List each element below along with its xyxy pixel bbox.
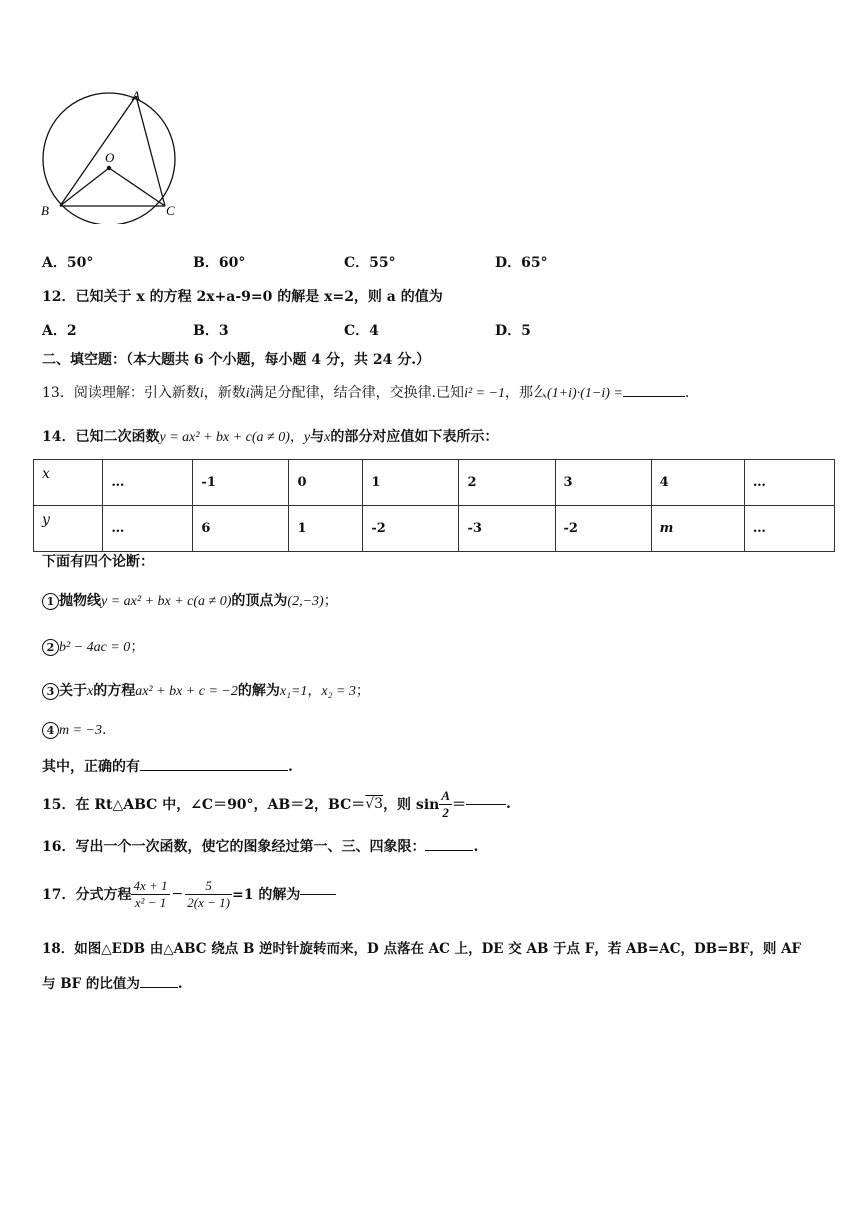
judgment-3 (42, 680, 370, 700)
q12-option-d: D．5 (495, 323, 531, 339)
q15-end: . (506, 796, 511, 812)
q17-frac1-den: x² − 1 (134, 894, 167, 910)
q17-fraction-1 (131, 878, 169, 911)
circle-figure (36, 84, 196, 224)
judgment-1-end: ； (323, 593, 338, 609)
table-cell: 6 (193, 506, 289, 552)
label-b: B (41, 203, 49, 218)
q15-frac-den: 2 (442, 804, 449, 820)
q13-i2: i (245, 386, 250, 401)
judgments-heading: 下面有四个论断： (42, 554, 154, 570)
q17 (42, 871, 336, 917)
judgment-2-end: ； (130, 639, 145, 655)
q14-stem (42, 426, 498, 446)
q14-conclusion-text: 其中，正确的有 (42, 759, 140, 775)
q15-answer-blank[interactable] (466, 804, 506, 805)
section-heading: 二、填空题：（本大题共 6 个小题，每小题 4 分，共 24 分.） (42, 352, 431, 368)
table-cell: -2 (363, 506, 459, 552)
table-cell: … (744, 506, 834, 552)
judgment-2 (42, 636, 144, 656)
q17-minus: − (171, 886, 184, 902)
q17-text2: =1 的解为 (231, 887, 301, 903)
judgment-3-number: 3 (42, 683, 59, 700)
label-o: O (105, 150, 115, 165)
table-cell: -1 (193, 460, 289, 506)
q16 (42, 836, 478, 856)
judgment-4-number: 4 (42, 722, 59, 739)
table-cell: 0 (289, 460, 363, 506)
q13-text2: 满足分配律，结合律，交换律.已知 (249, 385, 465, 401)
q11-option-b: B．60° (193, 255, 246, 271)
table-cell: 1 (289, 506, 363, 552)
judgment-2-number: 2 (42, 639, 59, 656)
q14-answer-blank[interactable] (140, 770, 288, 771)
table-cell: 2 (459, 460, 555, 506)
q14-y: y (303, 430, 311, 445)
q14-text4: 的部分对应值如下表所示： (330, 429, 499, 445)
q15 (42, 784, 511, 824)
table-cell: 1 (363, 460, 459, 506)
q14-prefix: 14．已知二次函数 (42, 429, 160, 445)
q17-frac2-den: 2(x − 1) (187, 894, 230, 910)
table-cell: … (103, 506, 193, 552)
table-cell: 3 (555, 460, 651, 506)
judgment-2-formula: b² − 4ac = 0 (59, 640, 131, 655)
table-cell: x (34, 460, 103, 506)
q18-line2-end: . (177, 976, 183, 992)
q17-prefix: 17．分式方程 (42, 887, 132, 903)
judgment-3-sep: ， (307, 683, 322, 699)
q16-answer-blank[interactable] (425, 850, 473, 851)
q15-text2: ，则 sin (383, 797, 440, 813)
table-cell: -2 (555, 506, 651, 552)
q14-x: x (324, 430, 331, 445)
q13-end: . (684, 385, 690, 401)
q15-frac-num: A (441, 787, 450, 803)
table-cell: -3 (459, 506, 555, 552)
q12-text: 12．已知关于 x 的方程 2x+a-9=0 的解是 x=2，则 a 的值为 (42, 289, 443, 305)
judgment-3-text1: 关于 (59, 683, 87, 699)
q18-line2-prefix: 与 BF 的比值为 (42, 976, 140, 992)
q14-formula: y = ax² + bx + c(a ≠ 0) (159, 430, 290, 445)
value-table (33, 459, 835, 552)
q13-formula1: i² = −1 (464, 386, 506, 401)
q11-option-a: A．50° (42, 255, 94, 271)
table-cell: y (34, 506, 103, 552)
label-a: A (132, 88, 140, 103)
table-row (34, 506, 835, 552)
label-c: C (166, 203, 175, 218)
q14-text2: ， (289, 429, 304, 445)
judgment-1-number: 1 (42, 593, 59, 610)
q15-text1: 15．在 Rt△ABC 中，∠C＝90°，AB＝2，BC＝ (42, 797, 366, 813)
judgment-1 (42, 590, 338, 610)
table-row (34, 460, 835, 506)
q12-option-b: B．3 (193, 323, 229, 339)
q17-frac1-num: 4x + 1 (133, 877, 168, 893)
q13 (42, 382, 689, 402)
q18-line1: 18．如图△EDB 由△ABC 绕点 B 逆时针旋转而来，D 点落在 AC 上，DE 交 AB 于点 F，若 AB=AC，DB=BF，则 AF (42, 941, 802, 957)
q16-end: . (473, 839, 479, 855)
q17-fraction-2 (185, 878, 232, 911)
judgment-3-x: x (87, 684, 94, 699)
q15-fraction (439, 788, 452, 821)
judgment-3-sol1: x₁=1 (279, 684, 308, 699)
q13-formula2: (1+i)·(1−i) = (547, 386, 623, 401)
judgment-3-text3: 的解为 (237, 683, 280, 699)
q14-conclusion-end: . (288, 759, 293, 775)
table-cell: 4 (651, 460, 744, 506)
q14-conclusion (42, 756, 293, 776)
table-cell: m (651, 506, 744, 552)
q17-frac2-num: 5 (185, 878, 232, 895)
q15-sqrt: √3 (365, 796, 384, 812)
table-cell: … (744, 460, 834, 506)
judgment-3-formula: ax² + bx + c = −2 (135, 684, 238, 699)
q14-text3: 与 (310, 429, 325, 445)
judgment-1-vertex: (2,−3) (287, 594, 324, 609)
q16-text: 16．写出一个一次函数，使它的图象经过第一、三、四象限： (42, 839, 426, 855)
judgment-4 (42, 722, 106, 739)
q12-option-c: C．4 (344, 323, 379, 339)
judgment-3-end: ； (355, 683, 370, 699)
q12-option-a: A．2 (42, 323, 77, 339)
judgment-3-text2: 的方程 (93, 683, 136, 699)
judgment-1-text1: 抛物线 (59, 593, 101, 609)
judgment-1-text2: 的顶点为 (231, 593, 288, 609)
q18-line2 (42, 972, 183, 992)
q13-answer-blank[interactable] (623, 396, 685, 397)
judgment-4-end: . (102, 722, 107, 738)
judgment-3-sol2: x₂ = 3 (321, 684, 356, 699)
q11-option-d: D．65° (495, 255, 548, 271)
q13-i1: i (199, 386, 204, 401)
judgment-1-formula: y = ax² + bx + c(a ≠ 0) (101, 594, 232, 609)
q15-eq: ＝ (452, 797, 466, 813)
judgment-4-formula: m = −3 (59, 723, 103, 738)
q13-prefix: 13．阅读理解：引入新数 (42, 385, 200, 401)
q13-text3: ，那么 (505, 385, 548, 401)
q18-answer-blank[interactable] (140, 987, 178, 988)
table-cell: … (103, 460, 193, 506)
q11-option-c: C．55° (344, 255, 396, 271)
q13-middle: ，新数 (203, 385, 246, 401)
q17-answer-blank[interactable] (300, 894, 336, 895)
